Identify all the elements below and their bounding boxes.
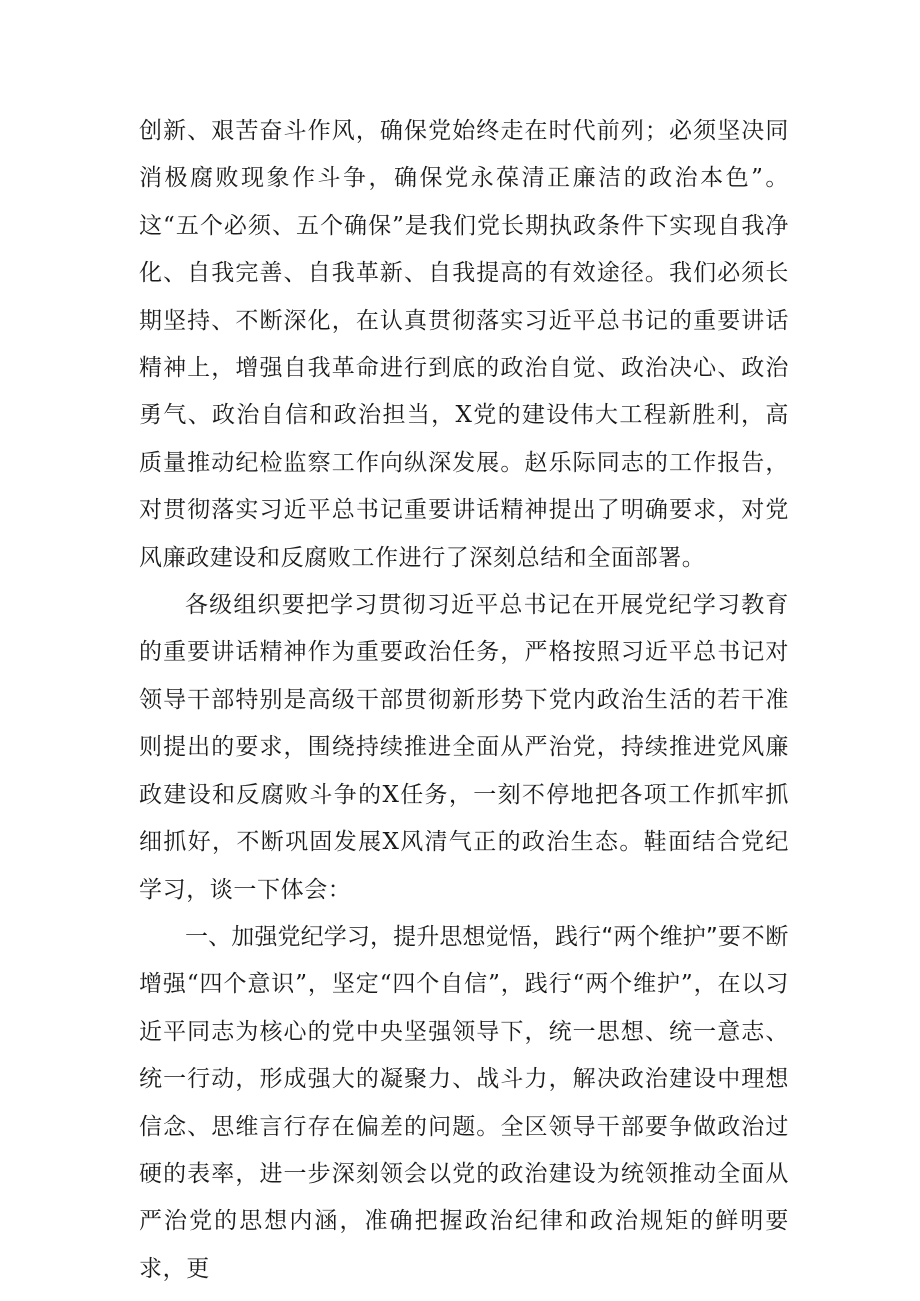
- document-body: [139, 108, 789, 1293]
- paragraph-2-text: 各级组织要把学习贯彻习近平总书记在开展党纪学习教育的重要讲话精神作为重要政治任务，严格按照习近平总书记对领导干部特别是高级干部贯彻新形势下党内政治生活的若干准则提出的要求，围绕持续推进全面从严治党，持续推进党风廉政建设和反腐败斗争的X任务，一刻不停地把各项工作抓牢抓细抓好，不断巩固发展X风清气正的政治生态。鞋面结合党纪学习，谈一下体会：: [139, 592, 789, 903]
- paragraph-1-text: 创新、艰苦奋斗作风，确保党始终走在时代前列；必须坚决同消极腐败现象作斗争，确保党永葆清正廉洁的政治本色”。这“五个必须、五个确保”是我们党长期执政条件下实现自我净化、自我完善、自我革新、自我提高的有效途径。我们必须长期坚持、不断深化，在认真贯彻落实习近平总书记的重要讲话精神上，增强自我革命进行到底的政治自觉、政治决心、政治勇气、政治自信和政治担当，X党的建设伟大工程新胜利，高质量推动纪检监察工作向纵深发展。赵乐际同志的工作报告，对贯彻落实习近平总书记重要讲话精神提出了明确要求，对党风廉政建设和反腐败工作进行了深刻总结和全面部署。: [139, 118, 789, 571]
- paragraph-3: [139, 914, 789, 1293]
- paragraph-2: [139, 582, 789, 914]
- paragraph-1: [139, 108, 789, 582]
- paragraph-3-text: 要不断增强“四个意识”，坚定“四个自信”，践行“两个维护”，在以习近平同志为核心的党中央坚强领导下，统一思想、统一意志、统一行动，形成强大的凝聚力、战斗力，解决政治建设中理想信念、思维言行存在偏差的问题。全区领导干部要争做政治过硬的表率，进一步深刻领会以党的政治建设为统领推动全面从严治党的思想内涵，准确把握政治纪律和政治规矩的鲜明要求，更: [139, 923, 789, 1282]
- section-heading-1: 一、加强党纪学习，提升思想觉悟，践行“两个维护”: [185, 923, 718, 950]
